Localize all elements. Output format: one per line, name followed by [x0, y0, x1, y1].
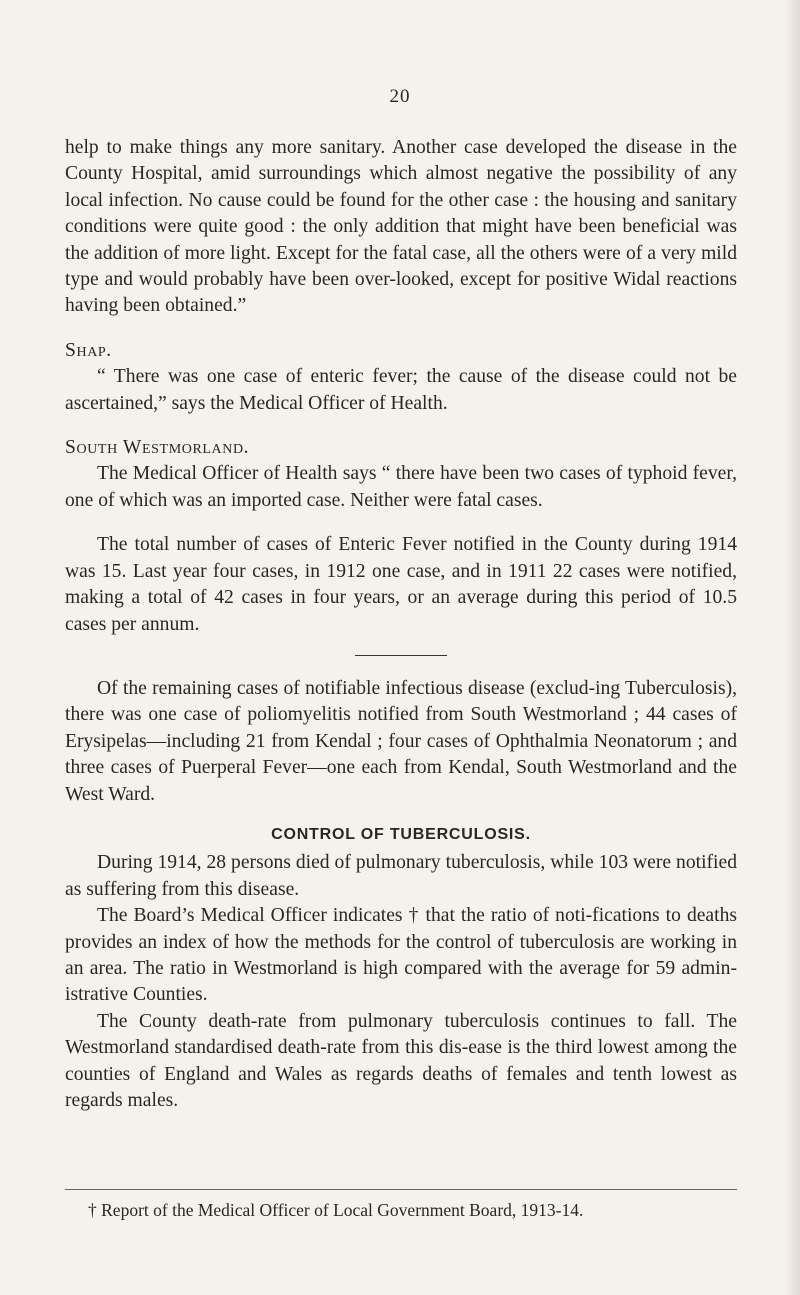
- paragraph-other-diseases: Of the remaining cases of notifiable infectious disease (exclud-ing Tuberculosis), there was one case of poliomyelitis notified from South Westmorland ; 44 cases of Erysipelas—including 21 from Kendal ; four cases of Ophthalmia Neonatorum ; and three cases of Puerperal Fever—one each from Kendal, South Westmorland and the West Ward.: [65, 677, 737, 805]
- paragraph-south-westmorland: The Medical Officer of Health says “ there have been two cases of typhoid fever, one of which was an imported case. Neither were fatal cases.: [65, 463, 737, 511]
- page-edge-shadow: [786, 0, 800, 1295]
- paragraph-tb-deaths: During 1914, 28 persons died of pulmonary tuberculosis, while 103 were notified as suffering from this disease.: [65, 852, 737, 900]
- paragraph-tb-ratio: The Board’s Medical Officer indicates † that the ratio of noti-fications to deaths provides an index of how the methods for the control of tuberculosis are working in an area. The ratio in Westmorland is high compared with the average for 59 admin-istrative Counties.: [65, 905, 737, 1006]
- section-heading-south-westmorland: South Westmorland.: [65, 437, 250, 459]
- section-heading-shap: Shap.: [65, 339, 112, 361]
- footnote-divider: [65, 1189, 737, 1190]
- page-number: 20: [389, 86, 411, 107]
- section-divider: [355, 655, 447, 656]
- paragraph-enteric-total: The total number of cases of Enteric Fever notified in the County during 1914 was 15. Last year four cases, in 1912 one case, and in 1911 22 cases were notified, making a total of 42 cases in four years, or an average during this period of 10.5 cases per annum.: [65, 534, 737, 635]
- footnote: † Report of the Medical Officer of Local Government Board, 1913-14.: [88, 1200, 584, 1220]
- paragraph-tb-death-rate: The County death-rate from pulmonary tuberculosis continues to fall. The Westmorland standardised death-rate from this dis-ease is the third lowest among the counties of England and Wales as regards deaths of females and tenth lowest as regards males.: [65, 1010, 737, 1111]
- paragraph-shap: “ There was one case of enteric fever; the cause of the disease could not be ascertained,” says the Medical Officer of Health.: [65, 366, 737, 414]
- paragraph-continuation: help to make things any more sanitary. Another case developed the disease in the County Hospital, amid surroundings which almost negative the possibility of any local infection. No cause could be found for the other case : the housing and sanitary conditions were quite good : the only addition that might have been beneficial was the addition of more light. Except for the fatal case, all the others were of a very mild type and would probably have been over-looked, except for positive Widal reactions having been obtained.”: [65, 137, 737, 317]
- body-text: [65, 135, 737, 1114]
- heading-control-of-tuberculosis: CONTROL OF TUBERCULOSIS.: [271, 825, 531, 843]
